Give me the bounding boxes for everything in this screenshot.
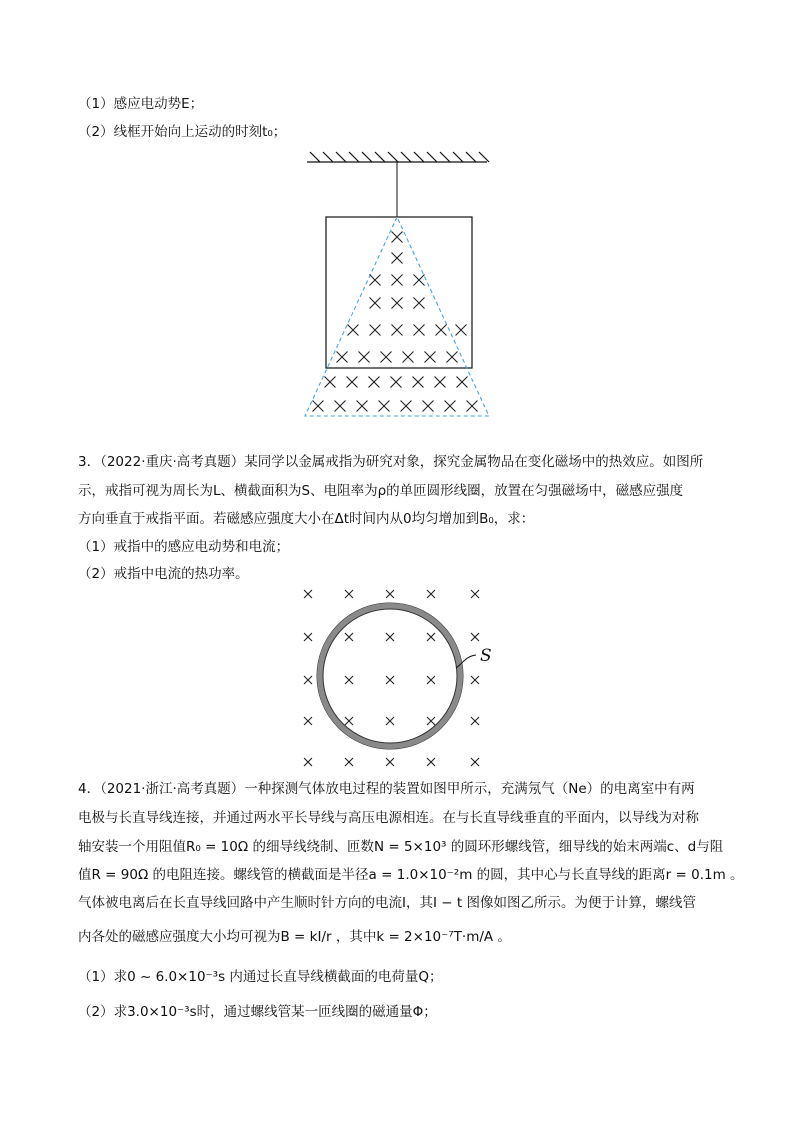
problem3-intro-line1: 3．（2022·重庆·高考真题）某同学以金属戒指为研究对象，探究金属物品在变化磁场中的热效应。如图所 <box>78 454 704 470</box>
problem2-question-1: （1）感应电动势E； <box>78 96 204 112</box>
field-cross-mark <box>423 401 434 412</box>
field-cross-mark <box>335 401 346 412</box>
problem4-intro-line1: 4．（2021·浙江·高考真题）一种探测气体放电过程的装置如图甲所示，充满氖气（Ne）的电离室中有两 <box>78 781 695 797</box>
field-cross-mark <box>348 325 359 336</box>
field-cross-mark <box>379 401 390 412</box>
field-cross-mark <box>313 401 324 412</box>
field-cross-mark <box>347 377 358 388</box>
ring-label-s: S <box>480 646 492 666</box>
field-region-triangle <box>305 217 489 416</box>
field-cross-mark <box>391 377 402 388</box>
field-cross-mark <box>447 352 458 363</box>
problem2-question-2: （2）线框开始向上运动的时刻t₀； <box>78 124 287 140</box>
field-cross-mark <box>369 377 380 388</box>
field-crosses <box>313 232 478 412</box>
field-cross-mark <box>425 352 436 363</box>
problem3-intro-line2: 示，戒指可视为周长为L、横截面积为S、电阻率为ρ的单匝圆形线圈，放置在匀强磁场中，磁感应强度 <box>78 483 684 499</box>
problem4-intro-line5: 气体被电离后在长直导线回路中产生顺时针方向的电流I，其I − t 图像如图乙所示。为便于计算，螺线管 <box>78 895 696 911</box>
field-cross-mark <box>392 325 403 336</box>
problem4-intro-line2: 电极与长直导线连接，并通过两水平长导线与高压电源相连。在与长直导线垂直的平面内，以导线为对称 <box>78 810 699 826</box>
field-cross-mark <box>445 401 456 412</box>
problem4-intro-line3: 轴安装一个用阻值R₀ = 10Ω 的细导线绕制、匝数N = 5×10³ 的圆环形螺线管，细导线的始末两端c、d与阻 <box>78 839 724 855</box>
field-cross-mark <box>413 377 424 388</box>
field-cross-mark <box>435 377 446 388</box>
field-cross-mark <box>414 325 425 336</box>
field-cross-mark <box>392 298 403 309</box>
field-cross-mark <box>370 275 381 286</box>
field-cross-mark <box>337 352 348 363</box>
problem4-question-1: （1）求0 ~ 6.0×10⁻³s 内通过长直导线横截面的电荷量Q； <box>78 969 443 985</box>
problem3-intro-line3: 方向垂直于戒指平面。若磁感应强度大小在Δt时间内从0均匀增加到B₀，求： <box>78 511 535 527</box>
field-cross-mark <box>467 401 478 412</box>
field-cross-mark <box>401 401 412 412</box>
field-cross-mark <box>456 325 467 336</box>
field-cross-mark <box>325 377 336 388</box>
ceiling-hatch <box>307 152 489 162</box>
field-cross-mark <box>414 275 425 286</box>
problem3-question-2: （2）戒指中电流的热功率。 <box>78 566 249 582</box>
problem4-intro-line4: 值R = 90Ω 的电阻连接。螺线管的横截面是半径a = 1.0×10⁻²m 的圆，其中心与长直导线的距离r = 0.1m 。 <box>78 867 744 883</box>
field-cross-mark <box>403 352 414 363</box>
problem4-intro-line6: 内各处的磁感应强度大小均可视为B = kI/r ，其中k = 2×10⁻⁷T·m/A 。 <box>78 929 511 945</box>
field-cross-mark <box>370 298 381 309</box>
field-cross-mark <box>359 352 370 363</box>
problem4-question-2: （2）求3.0×10⁻³s时，通过螺线管某一匝线圈的磁通量Φ； <box>78 1004 437 1020</box>
field-cross-mark <box>357 401 368 412</box>
field-cross-mark <box>392 253 403 264</box>
field-cross-mark <box>436 325 447 336</box>
field-cross-mark <box>392 275 403 286</box>
field-cross-mark <box>370 325 381 336</box>
field-cross-mark <box>392 232 403 243</box>
field-cross-mark <box>381 352 392 363</box>
problem3-question-1: （1）戒指中的感应电动势和电流； <box>78 539 290 555</box>
field-cross-mark <box>414 298 425 309</box>
field-cross-mark <box>457 377 468 388</box>
